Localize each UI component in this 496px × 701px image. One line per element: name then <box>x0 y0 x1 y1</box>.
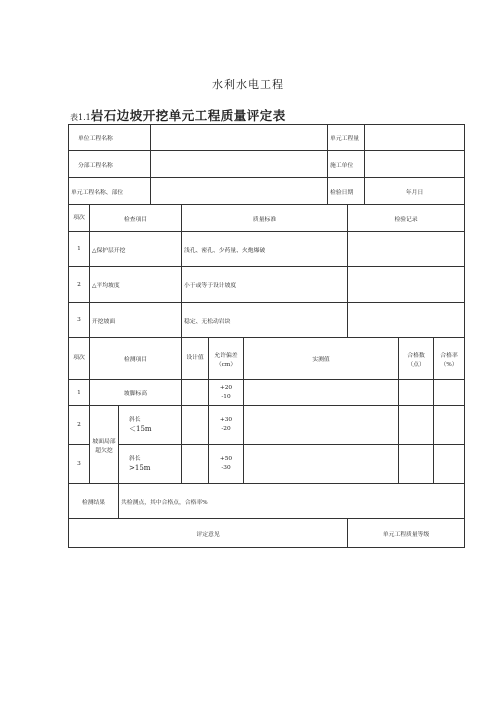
record-cell <box>348 267 465 303</box>
sub-project-value <box>151 151 328 178</box>
table-row <box>69 445 465 484</box>
sub-project-label: 分部工程名称 <box>69 151 151 178</box>
table-row <box>69 303 465 338</box>
check-item: 开挖坡面 <box>90 303 182 338</box>
slope-length: 斜长 ＜15m <box>119 406 182 445</box>
result-text: 共检测点，其中合格点，合格率% <box>119 484 465 519</box>
info-row <box>69 125 465 151</box>
table-heading <box>70 105 286 124</box>
unit-engineering-qty-value <box>365 125 465 151</box>
element-name-value <box>151 178 328 205</box>
table-row <box>69 380 465 406</box>
row-no: 3 <box>69 303 90 338</box>
pass-count <box>399 445 434 484</box>
row-no: 2 <box>69 267 90 303</box>
table-row <box>69 232 465 267</box>
result-row <box>69 484 465 519</box>
col-check-item-header: 检查项目 <box>90 205 182 232</box>
col-design-header: 设计值 <box>182 338 209 380</box>
measured-value <box>244 445 399 484</box>
row-no: 1 <box>69 232 90 267</box>
col-no-header: 项次 <box>69 205 90 232</box>
measured-value <box>244 406 399 445</box>
table-row <box>69 267 465 303</box>
pass-rate <box>434 406 465 445</box>
row-no: 1 <box>69 380 90 406</box>
construction-unit-value <box>365 151 465 178</box>
pass-rate <box>434 445 465 484</box>
col-pass-rate-header: 合格率（%） <box>434 338 465 380</box>
standard: 小于或等于设计坡度 <box>182 267 348 303</box>
evaluation-opinion-label: 评定意见 <box>69 519 348 548</box>
col-test-item-header: 检测项目 <box>90 338 182 380</box>
row-no: 3 <box>69 445 90 484</box>
group-label: 坡面局部超欠挖 <box>90 406 119 484</box>
check-item: △平均坡度 <box>90 267 182 303</box>
row-no: 2 <box>69 406 90 445</box>
tolerance: +30 -20 <box>209 406 244 445</box>
table-title: 岩石边坡开挖单元工程质量评定表 <box>90 108 286 123</box>
unit-project-value <box>151 125 328 151</box>
tolerance: +20 -10 <box>209 380 244 406</box>
measured-value <box>244 380 399 406</box>
inspection-date-label: 检验日期 <box>328 178 365 205</box>
check-item: △保护层开挖 <box>90 232 182 267</box>
slope-length: 斜长 >15m <box>119 445 182 484</box>
pass-count <box>399 380 434 406</box>
info-row <box>69 151 465 178</box>
result-label: 检测结果 <box>69 484 119 519</box>
footer-row <box>69 519 465 548</box>
test-items-header <box>69 338 465 380</box>
construction-unit-label: 施工单位 <box>328 151 365 178</box>
col-no-header: 项次 <box>69 338 90 380</box>
col-record-header: 检验记录 <box>348 205 465 232</box>
table-number: 表1.1 <box>70 113 91 122</box>
pass-rate <box>434 380 465 406</box>
col-standard-header: 质量标准 <box>182 205 348 232</box>
standard: 稳定、无松动岩块 <box>182 303 348 338</box>
standard: 浅孔、密孔、少药量、火炮爆破 <box>182 232 348 267</box>
design-value <box>182 406 209 445</box>
quality-grade-label: 单元工程质量等级 <box>348 519 465 548</box>
tolerance: +50 -30 <box>209 445 244 484</box>
pass-count <box>399 406 434 445</box>
quality-evaluation-table <box>68 124 465 548</box>
unit-engineering-qty-label: 单元工程量 <box>328 125 365 151</box>
record-cell <box>348 303 465 338</box>
table-row <box>69 406 465 445</box>
info-row <box>69 178 465 205</box>
inspection-date-value: 年月日 <box>365 178 465 205</box>
element-name-label: 单元工程名称、部位 <box>69 178 151 205</box>
record-cell <box>348 232 465 267</box>
design-value <box>182 380 209 406</box>
col-measured-header: 实测值 <box>244 338 399 380</box>
unit-project-label: 单位工程名称 <box>69 125 151 151</box>
check-items-header <box>69 205 465 232</box>
document-header: 水利水电工程 <box>212 78 284 91</box>
col-tolerance-header: 允许偏差（cm） <box>209 338 244 380</box>
test-item: 坡脚标高 <box>90 380 182 406</box>
col-pass-count-header: 合格数（点） <box>399 338 434 380</box>
design-value <box>182 445 209 484</box>
